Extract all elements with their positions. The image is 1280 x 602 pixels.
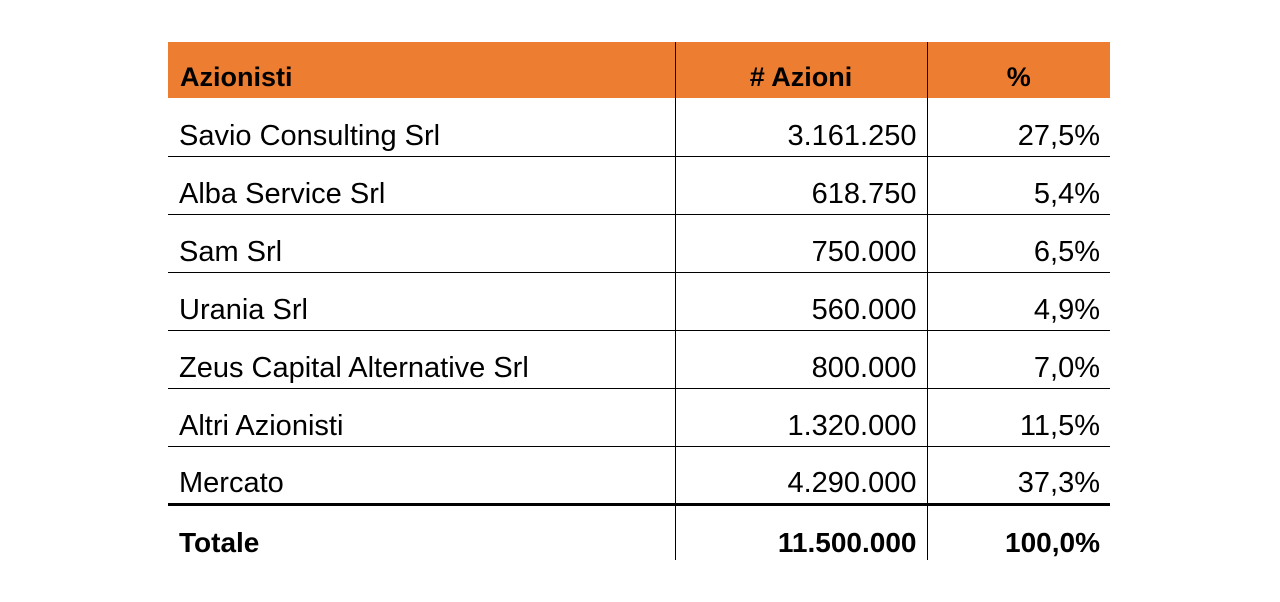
- table-row: [168, 156, 1110, 214]
- row-name: Zeus Capital Alternative Srl: [168, 330, 675, 388]
- header-percent: %: [927, 42, 1110, 98]
- row-shares: 750.000: [675, 214, 927, 272]
- row-percent: 6,5%: [927, 214, 1110, 272]
- table-row: [168, 98, 1110, 156]
- table-row: [168, 446, 1110, 504]
- row-name: Alba Service Srl: [168, 156, 675, 214]
- table-row: [168, 330, 1110, 388]
- shareholders-table-container: [168, 42, 1110, 560]
- table-footer: [168, 504, 1110, 560]
- row-percent: 4,9%: [927, 272, 1110, 330]
- row-name: Mercato: [168, 446, 675, 504]
- table-row: [168, 388, 1110, 446]
- total-row: [168, 504, 1110, 560]
- row-shares: 3.161.250: [675, 98, 927, 156]
- row-name: Urania Srl: [168, 272, 675, 330]
- row-percent: 7,0%: [927, 330, 1110, 388]
- header-shares: # Azioni: [675, 42, 927, 98]
- row-shares: 4.290.000: [675, 446, 927, 504]
- row-percent: 5,4%: [927, 156, 1110, 214]
- row-percent: 27,5%: [927, 98, 1110, 156]
- table-row: [168, 272, 1110, 330]
- header-shareholders: Azionisti: [168, 42, 675, 98]
- row-name: Savio Consulting Srl: [168, 98, 675, 156]
- row-shares: 560.000: [675, 272, 927, 330]
- table-header: [168, 42, 1110, 98]
- shareholders-table: [168, 42, 1110, 560]
- total-shares: 11.500.000: [675, 504, 927, 560]
- row-percent: 37,3%: [927, 446, 1110, 504]
- row-shares: 1.320.000: [675, 388, 927, 446]
- row-name: Sam Srl: [168, 214, 675, 272]
- table-body: [168, 98, 1110, 504]
- row-shares: 618.750: [675, 156, 927, 214]
- row-percent: 11,5%: [927, 388, 1110, 446]
- row-name: Altri Azionisti: [168, 388, 675, 446]
- total-percent: 100,0%: [927, 504, 1110, 560]
- table-row: [168, 214, 1110, 272]
- header-row: [168, 42, 1110, 98]
- total-label: Totale: [179, 527, 260, 558]
- row-shares: 800.000: [675, 330, 927, 388]
